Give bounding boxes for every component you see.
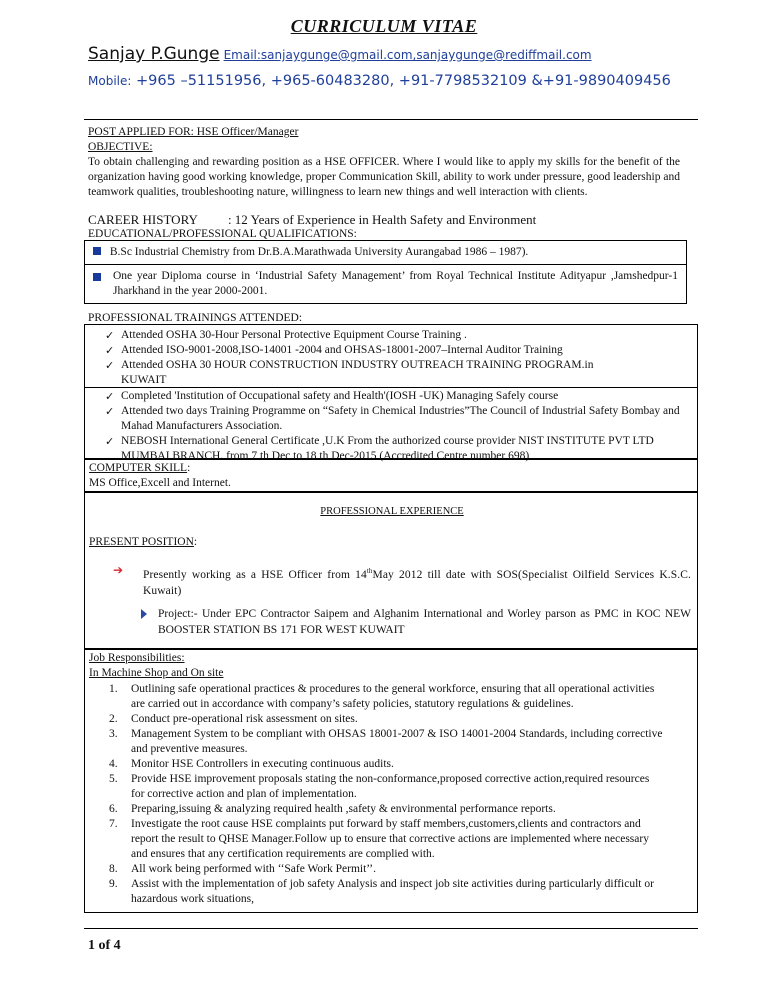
list-item: 9. Assist with the implementation of job safety Analysis and inspect job site activities during particularly difficult or hazardous work situations, bbox=[109, 878, 654, 905]
career-history-label: CAREER HISTORY bbox=[88, 212, 198, 227]
objective-text: To obtain challenging and rewarding position as a HSE OFFICER. Where I would like to apply my skills for the benefit of the organization having good working knowledge, proper Communication Skill, ability to work under pressure, good leadership and teamwork qualities, troubleshooting nature, willingness to learn new things and well interaction with clients. bbox=[88, 156, 680, 198]
training-item: ✓ Attended two days Training Programme on “Safety in Chemical Industries”The Council of Industrial Safety Bombay and Mahad Manufacturers Association. bbox=[105, 405, 680, 432]
mobile-line bbox=[88, 70, 700, 92]
square-bullet-icon bbox=[93, 247, 101, 255]
header-rule bbox=[84, 119, 698, 120]
project-item bbox=[141, 606, 691, 638]
computer-skill-box bbox=[84, 459, 698, 492]
education-item: One year Diploma course in ‘Industrial Safety Management’ from Royal Technical Institute Adityapur ,Jamshedpur-1 Jharkhand in the year 2000-2001. bbox=[93, 269, 678, 299]
list-item: 6. Preparing,issuing & analyzing required health ,safety & environmental performance reports. bbox=[109, 803, 556, 815]
experience-heading: PROFESSIONAL EXPERIENCE bbox=[320, 506, 464, 517]
objective-heading: OBJECTIVE: bbox=[88, 141, 153, 153]
training-item: ✓ Completed 'Institution of Occupational safety and Health'(IOSH -UK) Managing Safely course bbox=[105, 390, 559, 403]
career-history-value: : 12 Years of Experience in Health Safety and Environment bbox=[227, 212, 537, 227]
list-item: 1. Outlining safe operational practices & procedures to the general workforce, ensuring that all operational activities are carried out in accordance with company’s safety policies, statutory regulations & guidelines. bbox=[109, 683, 655, 710]
list-item: 7. Investigate the root cause HSE complaints put forward by staff members,customers,clients and contractors and report the result to QHSE Manager.Follow up to ensure that corrective actions are implemented where necessary and ensures that any certification requirements are complied with. bbox=[109, 818, 649, 860]
trainings-box bbox=[84, 324, 698, 462]
education-box bbox=[84, 240, 687, 304]
name-line bbox=[88, 44, 592, 64]
education-item: B.Sc Industrial Chemistry from Dr.B.A.Marathwada University Aurangabad 1986 – 1987). bbox=[93, 245, 673, 260]
list-item: 4. Monitor HSE Controllers in executing continuous audits. bbox=[109, 758, 394, 770]
footer-rule bbox=[84, 928, 698, 929]
checkmark-icon: ✓ bbox=[105, 329, 115, 342]
responsibilities-subheading: In Machine Shop and On site bbox=[89, 667, 224, 679]
training-item: ✓ Attended OSHA 30 HOUR CONSTRUCTION INDUSTRY OUTREACH TRAINING PROGRAM.in KUWAIT bbox=[105, 359, 594, 386]
present-position bbox=[113, 563, 691, 599]
page-number: 1 of 4 bbox=[88, 938, 121, 953]
list-item: 8. All work being performed with ‘‘Safe Work Permit’’. bbox=[109, 863, 376, 875]
experience-box bbox=[84, 492, 698, 649]
responsibilities-box bbox=[84, 649, 698, 913]
present-position-text: Presently working as a HSE Officer from 14thMay 2012 till date with SOS(Specialist Oilfield Services K.S.C. Kuwait) bbox=[143, 567, 691, 597]
present-position-heading: PRESENT POSITION: bbox=[89, 536, 198, 548]
training-item: ✓ Attended OSHA 30-Hour Personal Protective Equipment Course Training . bbox=[105, 329, 467, 342]
candidate-name: Sanjay P.Gunge bbox=[88, 44, 220, 64]
computer-skill-text: MS Office,Excell and Internet. bbox=[89, 477, 231, 489]
square-bullet-icon bbox=[93, 273, 101, 281]
checkmark-icon: ✓ bbox=[105, 359, 115, 372]
training-item: ✓ Attended ISO-9001-2008,ISO-14001 -2004 and OHSAS-18001-2007–Internal Auditor Training bbox=[105, 344, 563, 357]
email-link[interactable]: Email:sanjaygunge@gmail.com,sanjaygunge@rediffmail.com bbox=[223, 48, 592, 62]
mobile-numbers: +965 –51151956, +965-60483280, +91-7798532109 &+91-9890409456 bbox=[136, 73, 671, 89]
trainings-heading: PROFESSIONAL TRAININGS ATTENDED: bbox=[88, 312, 303, 324]
education-heading: EDUCATIONAL/PROFESSIONAL QUALIFICATIONS: bbox=[88, 228, 357, 240]
project-text: Project:- Under EPC Contractor Saipem and Alghanim International and Worley parson as PMC in KOC NEW BOOSTER STATION BS 171 FOR WEST KUWAIT bbox=[158, 608, 691, 636]
mobile-label: Mobile: bbox=[88, 74, 132, 88]
post-applied: POST APPLIED FOR: HSE Officer/Manager bbox=[88, 126, 299, 138]
training-item: ✓ NEBOSH International General Certificate ,U.K From the authorized course provider NIST INSTITUTE PVT LTD MUMBAI BRANCH. from 7 th Dec to 18 th Dec-2015 (Accredited Centre number 698) bbox=[105, 435, 654, 462]
list-item: 3. Management System to be compliant with OHSAS 18001-2007 & ISO 14001-2004 Standards, including corrective and preventive measures. bbox=[109, 728, 663, 755]
training-list bbox=[105, 389, 685, 464]
responsibility-list bbox=[85, 682, 665, 907]
computer-skill-heading: COMPUTER SKILL: bbox=[89, 462, 191, 474]
training-list bbox=[105, 328, 685, 388]
triangle-bullet-icon bbox=[141, 609, 147, 619]
checkmark-icon: ✓ bbox=[105, 344, 115, 357]
checkmark-icon: ✓ bbox=[105, 390, 115, 403]
career-history bbox=[88, 212, 536, 228]
list-item: 2. Conduct pre-operational risk assessment on sites. bbox=[109, 713, 358, 725]
document-title: CURRICULUM VITAE bbox=[290, 16, 478, 36]
checkmark-icon: ✓ bbox=[105, 435, 115, 448]
list-item: 5. Provide HSE improvement proposals stating the non-conformance,proposed corrective action,required resources for corrective action and plan of implementation. bbox=[109, 773, 650, 800]
education-divider bbox=[85, 264, 686, 265]
responsibilities-heading: Job Responsibilities: bbox=[89, 652, 185, 664]
checkmark-icon: ✓ bbox=[105, 405, 115, 418]
training-divider bbox=[85, 387, 697, 388]
red-arrow-icon: ➔ bbox=[113, 563, 124, 577]
